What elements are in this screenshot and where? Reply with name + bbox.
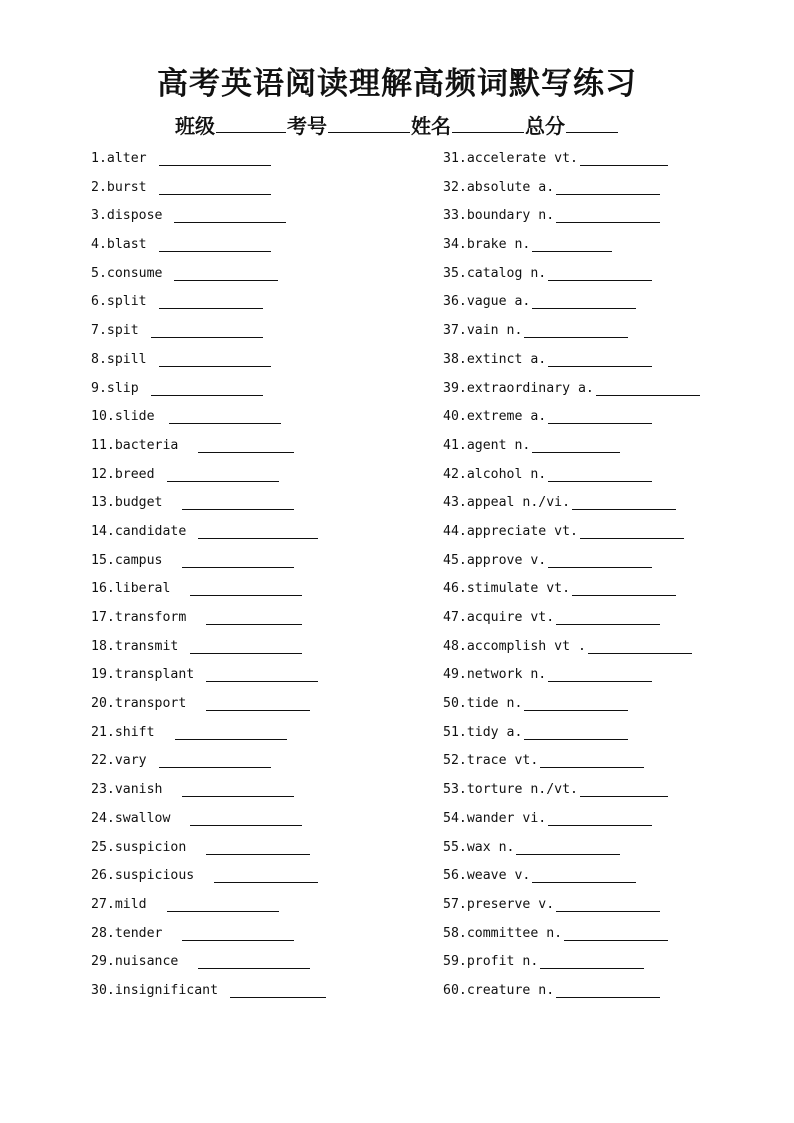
- item-number: 33.: [443, 208, 467, 224]
- word-item: [443, 950, 700, 979]
- vocab-word: tide n.: [466, 696, 523, 712]
- item-number: 10.: [91, 409, 115, 425]
- item-number: 41.: [443, 437, 467, 453]
- item-number: 24.: [91, 810, 115, 826]
- word-item: [443, 836, 700, 865]
- vocab-word: burst: [106, 179, 147, 195]
- item-number: 3.: [91, 208, 107, 224]
- vocab-word: wax n.: [466, 839, 515, 855]
- right-word-column: [443, 147, 700, 1008]
- word-item: [91, 491, 326, 520]
- vocab-word: candidate: [114, 523, 187, 539]
- item-number: 19.: [91, 667, 115, 683]
- answer-blank[interactable]: [524, 695, 628, 711]
- score-label: 总分: [525, 114, 565, 138]
- item-number: 26.: [91, 868, 115, 884]
- word-item: [443, 864, 700, 893]
- word-item: [443, 692, 700, 721]
- vocab-word: weave v.: [466, 868, 531, 884]
- vocab-word: trace vt.: [466, 753, 539, 769]
- answer-blank[interactable]: [169, 408, 281, 424]
- item-number: 36.: [443, 294, 467, 310]
- item-number: 18.: [91, 638, 115, 654]
- answer-blank[interactable]: [198, 523, 318, 539]
- answer-blank[interactable]: [190, 810, 302, 826]
- vocab-word: creature n.: [466, 982, 555, 998]
- vocab-word: network n.: [466, 667, 547, 683]
- answer-blank[interactable]: [548, 466, 652, 482]
- item-number: 29.: [91, 954, 115, 970]
- answer-blank[interactable]: [159, 150, 271, 166]
- item-number: 2.: [91, 179, 107, 195]
- item-number: 14.: [91, 523, 115, 539]
- answer-blank[interactable]: [182, 494, 294, 510]
- word-item: [443, 922, 700, 951]
- word-item: [443, 290, 700, 319]
- word-item: [443, 721, 700, 750]
- word-item: [91, 807, 326, 836]
- word-item: [91, 950, 326, 979]
- word-item: [443, 778, 700, 807]
- word-item: [91, 577, 326, 606]
- word-item: [443, 348, 700, 377]
- exam-number-blank[interactable]: [328, 116, 410, 133]
- word-item: [443, 319, 700, 348]
- answer-blank[interactable]: [167, 466, 279, 482]
- vocab-word: catalog n.: [466, 265, 547, 281]
- item-number: 56.: [443, 868, 467, 884]
- vocab-word: vanish: [114, 782, 163, 798]
- vocab-word: suspicion: [114, 839, 187, 855]
- answer-blank[interactable]: [548, 265, 652, 281]
- word-item: [91, 147, 326, 176]
- left-word-column: [91, 147, 326, 1008]
- item-number: 34.: [443, 237, 467, 253]
- word-item: [91, 233, 326, 262]
- word-item: [91, 635, 326, 664]
- item-number: 11.: [91, 437, 115, 453]
- answer-blank[interactable]: [151, 322, 263, 338]
- item-number: 49.: [443, 667, 467, 683]
- word-item: [91, 922, 326, 951]
- word-item: [443, 749, 700, 778]
- vocab-word: vary: [114, 753, 147, 769]
- word-item: [443, 405, 700, 434]
- word-item: [443, 549, 700, 578]
- word-item: [91, 262, 326, 291]
- vocab-word: transplant: [114, 667, 195, 683]
- answer-blank[interactable]: [174, 265, 278, 281]
- answer-blank[interactable]: [198, 437, 294, 453]
- word-item: [91, 319, 326, 348]
- word-item: [443, 491, 700, 520]
- item-number: 47.: [443, 610, 467, 625]
- vocab-word: extinct a.: [466, 351, 547, 367]
- vocab-word: preserve v.: [466, 896, 555, 912]
- worksheet-title: 高考英语阅读理解高频词默写练习: [157, 66, 637, 102]
- answer-blank[interactable]: [556, 609, 660, 625]
- word-item: [443, 463, 700, 492]
- item-number: 37.: [443, 323, 467, 339]
- vocab-word: transmit: [114, 638, 179, 654]
- vocab-word: absolute a.: [466, 179, 555, 195]
- word-item: [443, 377, 700, 406]
- vocab-word: vague a.: [466, 294, 531, 310]
- vocab-word: spill: [106, 351, 147, 367]
- item-number: 23.: [91, 782, 115, 798]
- item-number: 27.: [91, 896, 115, 912]
- vocab-word: extreme a.: [466, 409, 547, 425]
- answer-blank[interactable]: [182, 781, 294, 797]
- answer-blank[interactable]: [174, 207, 286, 223]
- item-number: 7.: [91, 323, 107, 339]
- vocab-word: budget: [114, 495, 163, 511]
- word-item: [443, 434, 700, 463]
- answer-blank[interactable]: [532, 437, 620, 453]
- item-number: 54.: [443, 810, 467, 826]
- word-item: [443, 979, 700, 1008]
- answer-blank[interactable]: [532, 867, 636, 883]
- vocab-word: bacteria: [114, 437, 179, 453]
- word-item: [91, 377, 326, 406]
- answer-blank[interactable]: [580, 150, 668, 166]
- vocab-word: acquire vt.: [466, 610, 555, 625]
- item-number: 13.: [91, 495, 115, 511]
- word-item: [91, 778, 326, 807]
- item-number: 21.: [91, 724, 115, 740]
- word-item: [443, 893, 700, 922]
- item-number: 35.: [443, 265, 467, 281]
- item-number: 46.: [443, 581, 467, 597]
- item-number: 28.: [91, 925, 115, 941]
- word-item: [91, 893, 326, 922]
- vocab-word: liberal: [114, 581, 171, 597]
- item-number: 58.: [443, 925, 467, 941]
- item-number: 32.: [443, 179, 467, 195]
- word-item: [91, 463, 326, 492]
- vocab-word: insignificant: [114, 982, 219, 998]
- answer-blank[interactable]: [206, 666, 318, 682]
- word-item: [443, 147, 700, 176]
- exam-number-label: 考号: [287, 114, 327, 138]
- answer-blank[interactable]: [532, 236, 612, 252]
- vocab-word: profit n.: [466, 954, 539, 970]
- answer-blank[interactable]: [206, 839, 310, 855]
- student-info-line: [0, 110, 794, 139]
- vocab-word: shift: [114, 724, 155, 740]
- vocab-word: slip: [106, 380, 139, 396]
- answer-blank[interactable]: [572, 494, 676, 510]
- vocab-word: nuisance: [114, 954, 179, 970]
- item-number: 55.: [443, 839, 467, 855]
- answer-blank[interactable]: [548, 408, 652, 424]
- item-number: 53.: [443, 782, 467, 798]
- word-item: [91, 520, 326, 549]
- item-number: 57.: [443, 896, 467, 912]
- answer-blank[interactable]: [190, 638, 302, 654]
- vocab-word: campus: [114, 552, 163, 568]
- word-item: [443, 635, 700, 664]
- class-blank[interactable]: [216, 116, 286, 133]
- vocab-word: extraordinary a.: [466, 380, 594, 396]
- word-item: [91, 749, 326, 778]
- class-label: 班级: [175, 114, 215, 138]
- answer-blank[interactable]: [540, 752, 644, 768]
- answer-blank[interactable]: [548, 552, 652, 568]
- answer-blank[interactable]: [159, 752, 271, 768]
- answer-blank[interactable]: [159, 351, 271, 367]
- answer-blank[interactable]: [159, 179, 271, 195]
- vocab-word: suspicious: [114, 868, 195, 884]
- item-number: 40.: [443, 409, 467, 425]
- vocab-word: alter: [106, 151, 147, 166]
- vocab-word: wander vi.: [466, 810, 547, 826]
- vocab-word: split: [106, 294, 147, 310]
- answer-blank[interactable]: [214, 867, 318, 883]
- vocab-word: approve v.: [466, 552, 547, 568]
- word-item: [91, 979, 326, 1008]
- answer-blank[interactable]: [556, 982, 660, 998]
- vocab-word: tender: [114, 925, 163, 941]
- vocab-word: transport: [114, 696, 187, 712]
- name-label: 姓名: [411, 114, 451, 138]
- answer-blank[interactable]: [580, 781, 668, 797]
- answer-blank[interactable]: [556, 207, 660, 223]
- vocab-word: dispose: [106, 208, 163, 224]
- answer-blank[interactable]: [580, 523, 684, 539]
- answer-blank[interactable]: [206, 609, 302, 625]
- vocab-word: alcohol n.: [466, 466, 547, 482]
- vocab-word: consume: [106, 265, 163, 281]
- item-number: 43.: [443, 495, 467, 511]
- word-item: [443, 663, 700, 692]
- item-number: 48.: [443, 638, 467, 654]
- item-number: 39.: [443, 380, 467, 396]
- word-item: [91, 864, 326, 893]
- item-number: 52.: [443, 753, 467, 769]
- word-item: [91, 692, 326, 721]
- answer-blank[interactable]: [175, 724, 287, 740]
- word-item: [91, 549, 326, 578]
- word-item: [91, 663, 326, 692]
- vocab-word: transform: [114, 610, 187, 625]
- item-number: 12.: [91, 466, 115, 482]
- answer-blank[interactable]: [151, 380, 263, 396]
- answer-blank[interactable]: [516, 839, 620, 855]
- item-number: 25.: [91, 839, 115, 855]
- vocab-word: spit: [106, 323, 139, 339]
- answer-blank[interactable]: [564, 925, 668, 941]
- answer-blank[interactable]: [556, 896, 660, 912]
- item-number: 60.: [443, 982, 467, 998]
- answer-blank[interactable]: [596, 380, 700, 396]
- answer-blank[interactable]: [182, 925, 294, 941]
- word-item: [443, 807, 700, 836]
- word-item: [443, 520, 700, 549]
- vocab-word: blast: [106, 237, 147, 253]
- answer-blank[interactable]: [230, 982, 326, 998]
- word-item: [91, 204, 326, 233]
- item-number: 42.: [443, 466, 467, 482]
- answer-blank[interactable]: [190, 580, 302, 596]
- item-number: 17.: [91, 610, 115, 625]
- answer-blank[interactable]: [524, 724, 628, 740]
- item-number: 1.: [91, 151, 107, 166]
- answer-blank[interactable]: [548, 810, 652, 826]
- word-item: [443, 204, 700, 233]
- answer-blank[interactable]: [532, 293, 636, 309]
- item-number: 5.: [91, 265, 107, 281]
- answer-blank[interactable]: [159, 236, 271, 252]
- answer-blank[interactable]: [524, 322, 628, 338]
- vocab-word: breed: [114, 466, 155, 482]
- item-number: 30.: [91, 982, 115, 998]
- word-item: [91, 348, 326, 377]
- answer-blank[interactable]: [548, 666, 652, 682]
- answer-blank[interactable]: [182, 552, 294, 568]
- word-item: [443, 262, 700, 291]
- item-number: 16.: [91, 581, 115, 597]
- word-item: [91, 721, 326, 750]
- item-number: 51.: [443, 724, 467, 740]
- vocab-word: slide: [114, 409, 155, 425]
- item-number: 31.: [443, 151, 467, 166]
- item-number: 20.: [91, 696, 115, 712]
- vocab-word: stimulate vt.: [466, 581, 571, 597]
- answer-blank[interactable]: [206, 695, 310, 711]
- answer-blank[interactable]: [198, 953, 310, 969]
- answer-blank[interactable]: [572, 580, 676, 596]
- answer-blank[interactable]: [588, 638, 692, 654]
- answer-blank[interactable]: [167, 896, 279, 912]
- item-number: 45.: [443, 552, 467, 568]
- vocab-word: agent n.: [466, 437, 531, 453]
- item-number: 8.: [91, 351, 107, 367]
- word-item: [443, 606, 700, 635]
- item-number: 44.: [443, 523, 467, 539]
- score-blank[interactable]: [566, 116, 618, 133]
- item-number: 50.: [443, 696, 467, 712]
- word-item: [443, 176, 700, 205]
- vocab-word: boundary n.: [466, 208, 555, 224]
- vocab-word: committee n.: [466, 925, 563, 941]
- answer-blank[interactable]: [540, 953, 644, 969]
- vocab-word: accomplish vt .: [466, 638, 586, 654]
- item-number: 4.: [91, 237, 107, 253]
- item-number: 9.: [91, 380, 107, 396]
- item-number: 59.: [443, 954, 467, 970]
- word-item: [443, 233, 700, 262]
- item-number: 38.: [443, 351, 467, 367]
- word-item: [91, 606, 326, 635]
- word-item: [91, 405, 326, 434]
- vocab-word: swallow: [114, 810, 171, 826]
- word-item: [91, 290, 326, 319]
- word-item: [443, 577, 700, 606]
- item-number: 15.: [91, 552, 115, 568]
- vocab-word: brake n.: [466, 237, 531, 253]
- word-item: [91, 176, 326, 205]
- answer-blank[interactable]: [556, 179, 660, 195]
- vocab-word: accelerate vt.: [466, 151, 578, 166]
- vocab-word: vain n.: [466, 323, 523, 339]
- vocab-word: appeal n./vi.: [466, 495, 571, 511]
- item-number: 6.: [91, 294, 107, 310]
- vocab-word: torture n./vt.: [466, 782, 578, 798]
- item-number: 22.: [91, 753, 115, 769]
- vocab-word: tidy a.: [466, 724, 523, 740]
- vocab-word: mild: [114, 896, 147, 912]
- word-item: [91, 836, 326, 865]
- word-item: [91, 434, 326, 463]
- answer-blank[interactable]: [159, 293, 263, 309]
- answer-blank[interactable]: [548, 351, 652, 367]
- vocab-word: appreciate vt.: [466, 523, 578, 539]
- name-blank[interactable]: [452, 116, 524, 133]
